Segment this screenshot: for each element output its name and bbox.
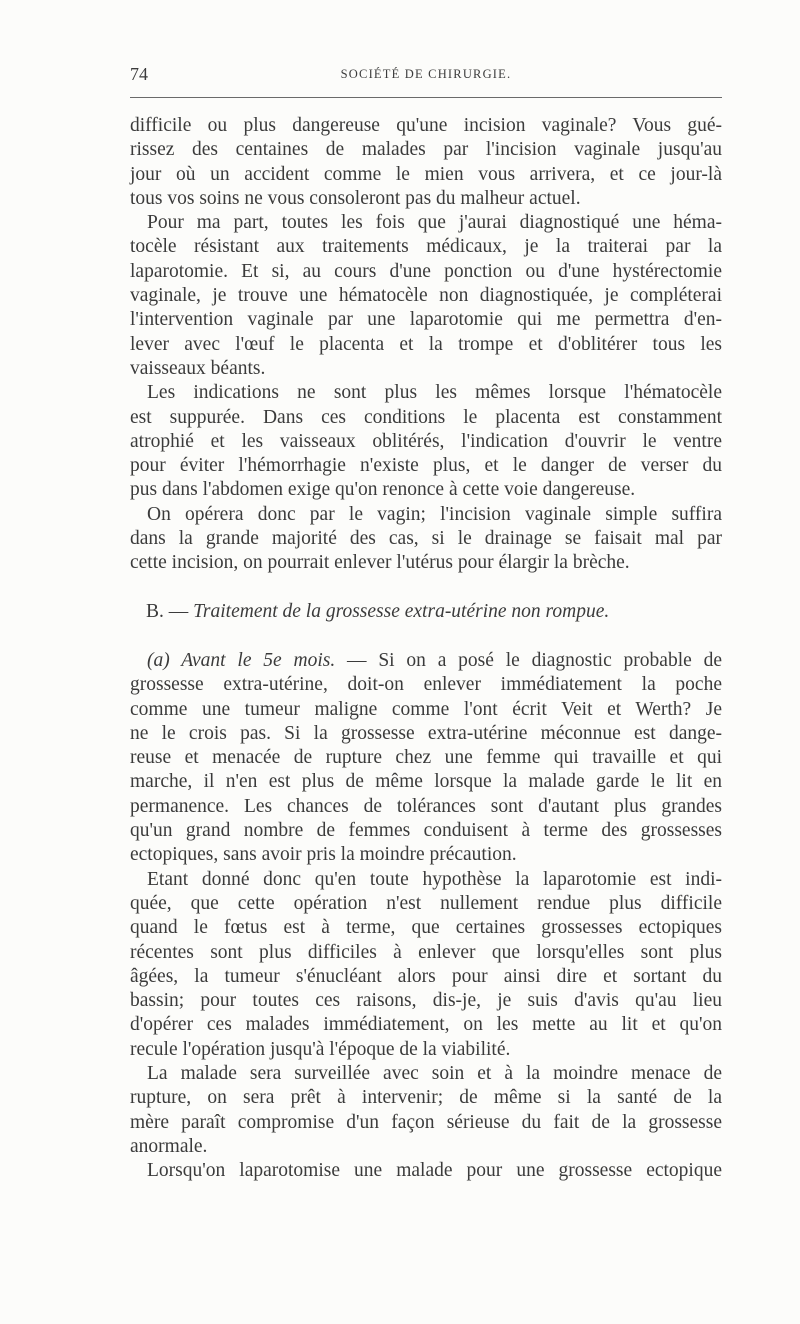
page-header: [130, 64, 722, 92]
body-text: [130, 114, 722, 1183]
paragraph-7: [130, 1159, 722, 1183]
text-line: ectopiques, sans avoir pris la moindre précaution.: [130, 844, 517, 866]
text-line: récentes sont plus difficiles à enlever que lorsqu'elles sont plus: [130, 941, 722, 963]
subsection-label: (a) Avant le 5e mois.: [147, 649, 336, 671]
text-line: comme une tumeur maligne comme l'ont écrit Veit et Werth? Je: [130, 698, 722, 720]
text-line: pus dans l'abdomen exige qu'on renonce à cette voie dangereuse.: [130, 479, 636, 501]
text-line: quand le fœtus est à terme, que certaines grossesses ectopiques: [130, 917, 722, 939]
running-head: SOCIÉTÉ DE CHIRURGIE.: [340, 67, 512, 81]
section-title: Traitement de la grossesse extra-utérine non rompue.: [193, 600, 610, 622]
section-heading: [130, 600, 722, 624]
text-line: recule l'opération jusqu'à l'époque de la viabilité.: [130, 1038, 511, 1060]
paragraph-2: [130, 211, 722, 381]
text-line: La malade sera surveillée avec soin et à la moindre menace de: [147, 1062, 722, 1084]
text-line: On opérera donc par le vagin; l'incision vaginale simple suffira: [147, 503, 722, 525]
text-line: Les indications ne sont plus les mêmes lorsque l'hématocèle: [147, 382, 722, 404]
text-line: atrophié et les vaisseaux oblitérés, l'indication d'ouvrir le ventre: [130, 430, 722, 452]
header-rule: [130, 97, 722, 98]
text-line: d'opérer ces malades immédiatement, on les mette au lit et qu'on: [130, 1014, 722, 1036]
text-line: rupture, on sera prêt à intervenir; de même si la santé de la: [130, 1087, 722, 1109]
page-number: 74: [130, 64, 148, 84]
text-line: tocèle résistant aux traitements médicaux, je la traiterai par la: [130, 236, 722, 258]
text-line: jour où un accident comme le mien vous arrivera, et ce jour-là: [130, 163, 722, 185]
text-line: anormale.: [130, 1135, 208, 1157]
text-line: Etant donné donc qu'en toute hypothèse la laparotomie est indi-: [147, 868, 722, 890]
text-line: Lorsqu'on laparotomise une malade pour une grossesse ectopique: [147, 1160, 722, 1182]
text-line: tous vos soins ne vous consoleront pas du malheur actuel.: [130, 187, 581, 209]
text-line: qu'un grand nombre de femmes conduisent à terme des grossesses: [130, 820, 722, 842]
text-line: ne le crois pas. Si la grossesse extra-utérine méconnue est dange-: [130, 722, 722, 744]
text-line: l'intervention vaginale par une laparotomie qui me permettra d'en-: [130, 309, 722, 331]
text-line: cette incision, on pourrait enlever l'utérus pour élargir la brèche.: [130, 552, 630, 574]
text-line: vaisseaux béants.: [130, 357, 266, 379]
text-line: [130, 649, 722, 673]
text-line: marche, il n'en est plus de même lorsque la malade garde le lit en: [130, 771, 722, 793]
text-line: grossesse extra-utérine, doit-on enlever immédiatement la poche: [130, 674, 722, 696]
text-line: dans la grande majorité des cas, si le drainage se faisait mal par: [130, 528, 722, 550]
paragraph-4: [130, 503, 722, 576]
paragraph-1: [130, 114, 722, 211]
text-line: mère paraît compromise d'un façon sérieuse du fait de la grossesse: [130, 1111, 722, 1133]
subsection-first-line: — Si on a posé le diagnostic probable de: [335, 649, 722, 671]
text-line: vaginale, je trouve une hématocèle non diagnostiquée, je compléterai: [130, 285, 722, 307]
paragraph-5: [130, 868, 722, 1062]
paragraph-3: [130, 381, 722, 502]
text-line: difficile ou plus dangereuse qu'une incision vaginale? Vous gué-: [130, 115, 722, 136]
subsection-paragraph: [130, 649, 722, 868]
text-line: reuse et menacée de rupture chez une femme qui travaille et qui: [130, 747, 722, 769]
text-line: lever avec l'œuf le placenta et la trompe et d'oblitérer tous les: [130, 333, 722, 355]
text-line: pour éviter l'hémorrhagie n'existe plus, et le danger de verser du: [130, 455, 722, 477]
section-label: B. —: [146, 600, 189, 622]
text-line: permanence. Les chances de tolérances sont d'autant plus grandes: [130, 795, 722, 817]
text-line: est suppurée. Dans ces conditions le placenta est constamment: [130, 406, 722, 428]
text-line: bassin; pour toutes ces raisons, dis-je, je suis d'avis qu'au lieu: [130, 990, 722, 1012]
text-line: rissez des centaines de malades par l'incision vaginale jusqu'au: [130, 139, 722, 161]
text-line: quée, que cette opération n'est nullement rendue plus difficile: [130, 892, 722, 914]
paragraph-6: [130, 1062, 722, 1159]
text-line: âgées, la tumeur s'énucléant alors pour ainsi dire et sortant du: [130, 965, 722, 987]
text-line: laparotomie. Et si, au cours d'une ponction ou d'une hystérectomie: [130, 260, 722, 282]
text-line: Pour ma part, toutes les fois que j'aurai diagnostiqué une héma-: [147, 212, 722, 234]
